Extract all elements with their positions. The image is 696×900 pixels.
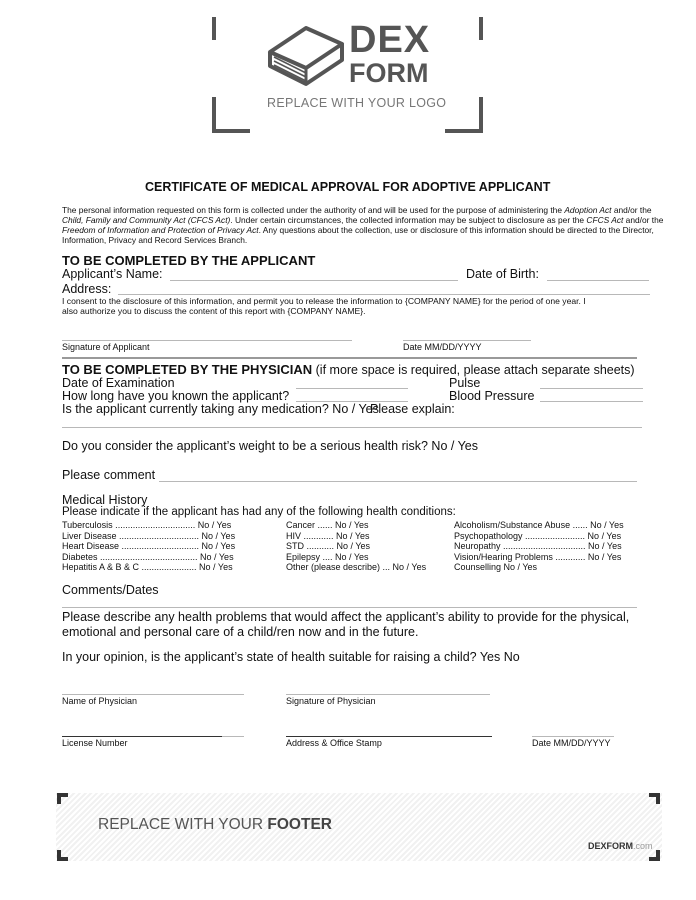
intro-text: and/or the [623,215,664,225]
exam-date-label: Date of Examination [62,376,175,390]
condition-item[interactable]: Cancer ...... No / Yes [286,520,369,530]
condition-item[interactable]: Other (please describe) ... No / Yes [286,562,427,573]
explain-label: Please explain: [370,402,455,416]
intro-line-2 [62,215,663,226]
applicant-name-field[interactable] [170,280,458,281]
comment-field[interactable] [159,481,637,482]
footer-bracket-bl-v [57,850,61,861]
stamp-field[interactable] [286,736,492,737]
footer-replace-label: REPLACE WITH YOUR [98,816,268,833]
explain-field[interactable] [62,427,642,428]
license-label: License Number [62,738,128,748]
intro-text-italic: Freedom of Information and Protection of Privacy Act [62,225,259,235]
intro-text-italic: Adoption Act [564,205,612,215]
history-col-1 [62,520,235,573]
describe-line-1: Please describe any health problems that would affect the applicant’s ability to provide for the physical, [62,610,630,624]
bp-field[interactable] [540,401,643,402]
physician-name-field[interactable] [62,694,244,695]
comments-dates-field[interactable] [62,607,637,608]
intro-text: The personal information requested on this form is collected under the authority of and will be used for the purpose of administering the [62,205,565,215]
condition-item[interactable]: Heart Disease ............................... No / Yes [62,541,236,552]
footer-brand [588,841,653,851]
condition-item[interactable]: Alcoholism/Substance Abuse ...... No / Yes [454,520,624,530]
consent-line-2: also authorize you to discuss the content of this report with {COMPANY NAME}. [62,306,366,316]
intro-line-3 [62,225,654,236]
footer-bracket-br-v [656,850,660,861]
medication-question: Is the applicant currently taking any medication? No / Yes [62,402,379,416]
history-col-3 [454,520,624,573]
physician-signature-label: Signature of Physician [286,696,376,706]
date2-label: Date MM/DD/YYYY [532,738,611,748]
license-field[interactable] [62,736,222,737]
address-label: Address: [62,282,112,296]
address-field[interactable] [118,294,650,295]
condition-item[interactable]: Neuropathy ................................. No / Yes [454,541,622,552]
comment-label: Please comment [62,468,156,482]
intro-text-italic: CFCS Act [586,215,624,225]
dob-label: Date of Birth: [466,267,539,281]
comments-dates-label: Comments/Dates [62,583,159,597]
bp-label: Blood Pressure [449,389,535,403]
footer-replace-text [98,816,332,834]
physician-heading-bold: TO BE COMPLETED BY THE PHYSICIAN [62,362,313,377]
applicant-date-field[interactable] [403,340,531,341]
history-title: Medical History [62,493,148,507]
footer-bracket-tl-v [57,793,61,804]
history-note: Please indicate if the applicant has had any of the following health conditions: [62,506,456,518]
condition-item[interactable]: HIV ............ No / Yes [286,530,370,541]
condition-item[interactable]: Psychopathology ........................ No / Yes [454,530,622,541]
date2-field[interactable] [532,736,614,737]
stamp-label: Address & Office Stamp [286,738,382,748]
applicant-heading: TO BE COMPLETED BY THE APPLICANT [62,253,316,268]
condition-item[interactable]: STD ........... No / Yes [286,541,371,552]
physician-signature-field[interactable] [286,694,490,695]
logo-bracket-bl-v [212,97,216,133]
applicant-signature-field[interactable] [62,340,352,341]
applicant-date-label: Date MM/DD/YYYY [403,342,482,352]
applicant-name-label: Applicant’s Name: [62,267,163,281]
footer-brand-name: DEXFORM [588,841,633,851]
logo-bracket-br-v [479,97,483,133]
describe-line-2: emotional and personal care of a child/ren now and in the future. [62,625,419,639]
physician-name-label: Name of Physician [62,696,138,706]
physician-heading [62,362,635,377]
condition-item[interactable]: Counselling No / Yes [454,562,538,573]
consent-line-1: I consent to the disclosure of this information, and permit you to release the information to {COMPANY NAME} for the period of one year. I [62,296,586,306]
pulse-label: Pulse [449,376,481,390]
logo-text-form: FORM [349,58,429,88]
section-divider [62,357,637,359]
condition-item[interactable]: Vision/Hearing Problems ............ No / Yes [454,551,622,562]
exam-date-field[interactable] [296,388,408,389]
logo-bracket-br-h [445,129,483,133]
book-stack-icon [266,22,346,90]
physician-heading-note: (if more space is required, please attach separate sheets) [312,363,635,377]
condition-item[interactable]: Diabetes ....................................... No / Yes [62,551,234,562]
history-col-2 [286,520,426,573]
footer-bracket-tr-v [656,793,660,804]
intro-text: and/or the [611,205,652,215]
page-title: CERTIFICATE OF MEDICAL APPROVAL FOR ADOPTIVE APPLICANT [145,180,551,194]
logo-replace-text: REPLACE WITH YOUR LOGO [267,96,447,110]
condition-item[interactable]: Hepatitis A & B & C ...................... No / Yes [62,562,233,573]
pulse-field[interactable] [540,388,643,389]
intro-line-1 [62,205,652,216]
opinion-question: In your opinion, is the applicant’s state of health suitable for raising a child? Yes No [62,650,520,664]
intro-text: . Any questions about the collection, use or disclosure of this information should be directed to the Director, [258,225,654,235]
dob-field[interactable] [547,280,649,281]
logo-text-dex: DEX [349,19,431,61]
condition-item[interactable]: Liver Disease ................................ No / Yes [62,530,236,541]
weight-question: Do you consider the applicant’s weight to be a serious health risk? No / Yes [62,439,478,453]
license-field-ext [222,736,244,737]
logo-bracket-tl [212,17,216,40]
condition-item[interactable]: Tuberculosis ................................ No / Yes [62,520,232,530]
intro-text: . Under certain circumstances, the collected information may be subject to disclosure as per the [230,215,587,225]
footer-replace-bold: FOOTER [267,816,332,833]
logo-bracket-bl-h [212,129,250,133]
condition-item[interactable]: Epilepsy .... No / Yes [286,551,369,562]
applicant-signature-label: Signature of Applicant [62,342,150,352]
known-label: How long have you known the applicant? [62,389,290,403]
intro-line-4: Information, Privacy and Record Services Branch. [62,235,248,245]
logo-bracket-tr [479,17,483,40]
intro-text-italic: Child, Family and Community Act (CFCS Act) [62,215,231,225]
footer-brand-suffix: .com [633,841,653,851]
